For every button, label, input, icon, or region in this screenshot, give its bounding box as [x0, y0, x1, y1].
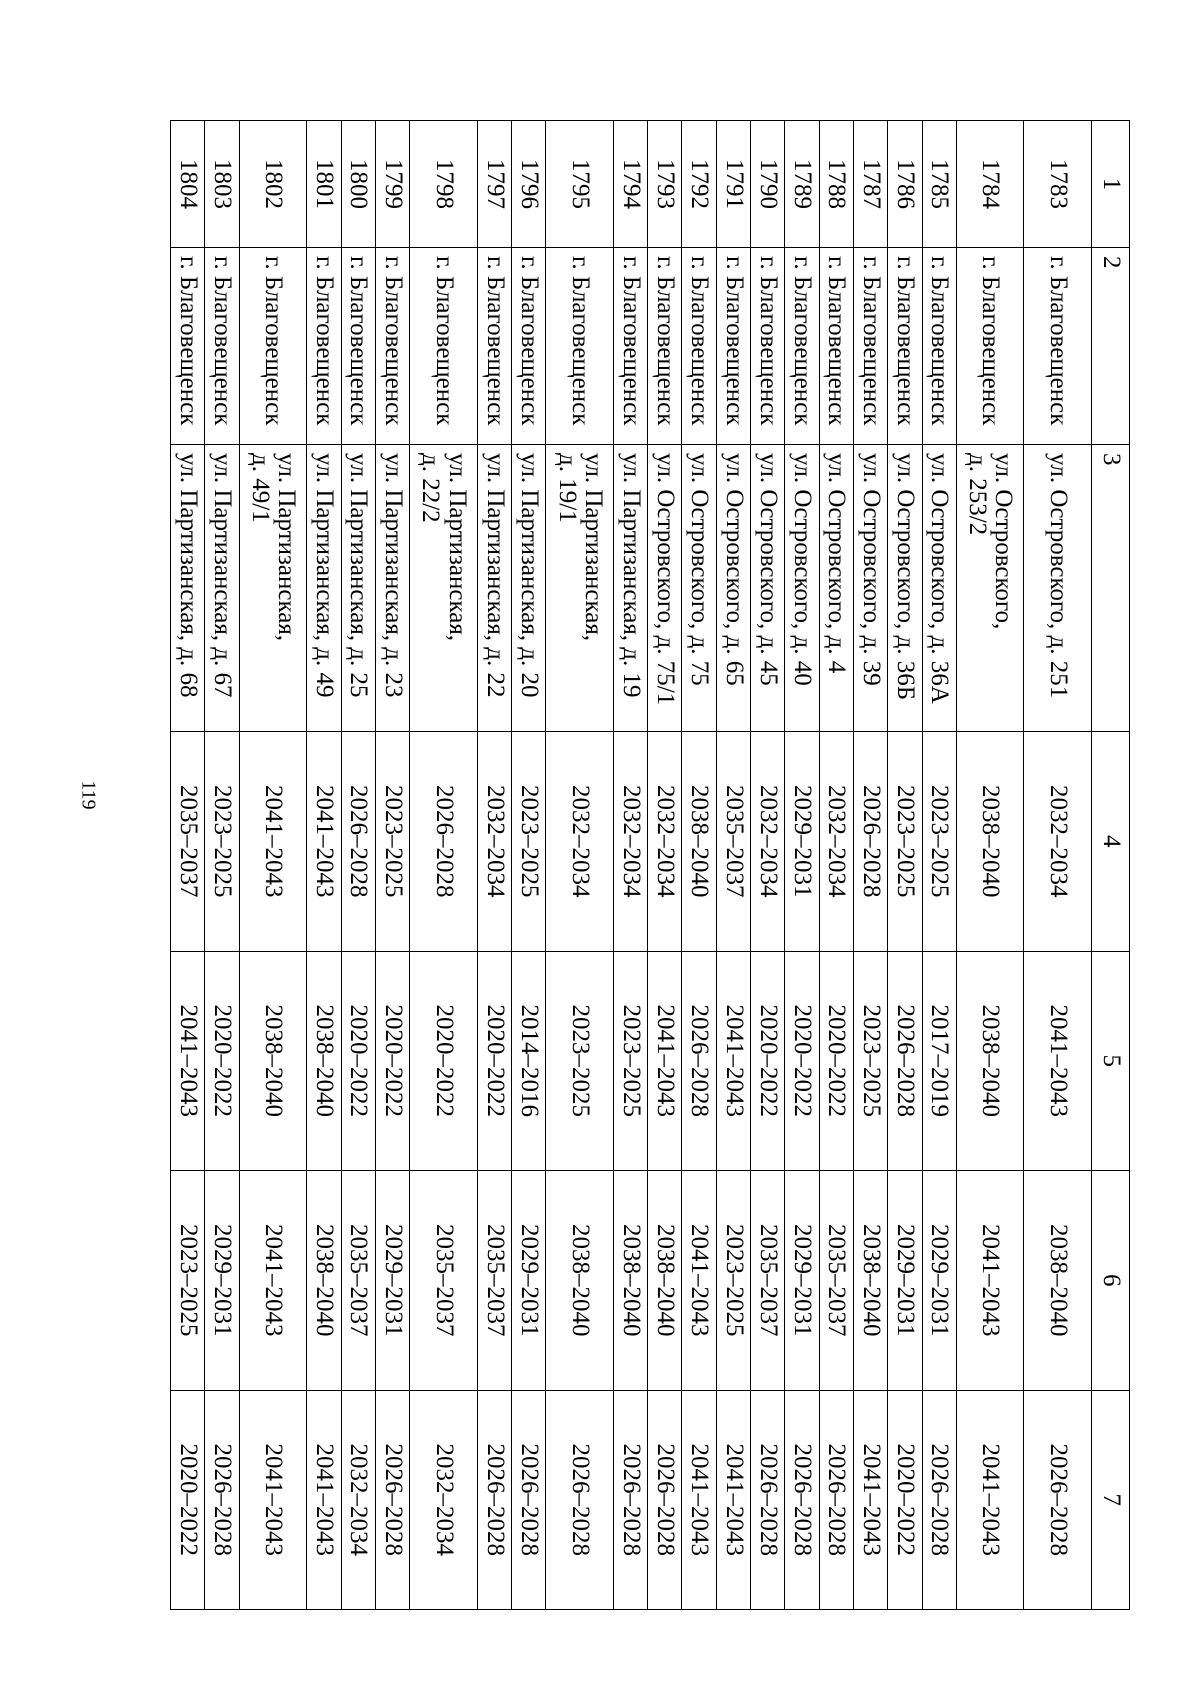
- table-row: [716, 121, 750, 1610]
- address-cell: ул. Островского, д. 75: [682, 445, 716, 732]
- period-cell: 2020–2022: [819, 951, 853, 1171]
- table-row: [1024, 121, 1092, 1610]
- row-number: 1802: [239, 121, 307, 248]
- row-number: 1797: [477, 121, 511, 248]
- row-number: 1798: [410, 121, 478, 248]
- period-cell: 2041–2043: [239, 1390, 307, 1610]
- address-cell: ул. Партизанская, д. 22/2: [410, 445, 478, 732]
- table-row: [375, 121, 409, 1610]
- period-cell: 2032–2034: [341, 1390, 375, 1610]
- period-cell: 2041–2043: [956, 1171, 1024, 1391]
- column-header: 5: [1092, 951, 1130, 1171]
- period-cell: 2032–2034: [410, 1390, 478, 1610]
- period-cell: 2029–2031: [888, 1171, 922, 1391]
- row-number: 1785: [922, 121, 956, 248]
- period-cell: 2041–2043: [307, 732, 341, 952]
- period-cell: 2038–2040: [648, 1171, 682, 1391]
- period-cell: 2038–2040: [853, 1171, 887, 1391]
- column-header: 6: [1092, 1171, 1130, 1391]
- city-cell: г. Благовещенск: [819, 248, 853, 445]
- row-number: 1796: [512, 121, 546, 248]
- rotated-table-container: [170, 120, 1130, 1610]
- period-cell: 2026–2028: [546, 1390, 614, 1610]
- table-row: [853, 121, 887, 1610]
- period-cell: 2035–2037: [341, 1171, 375, 1391]
- period-cell: 2029–2031: [785, 732, 819, 952]
- period-cell: 2023–2025: [922, 732, 956, 952]
- table-row: [205, 121, 239, 1610]
- period-cell: 2020–2022: [410, 951, 478, 1171]
- table-row: [341, 121, 375, 1610]
- period-cell: 2023–2025: [613, 951, 647, 1171]
- table-row: [648, 121, 682, 1610]
- period-cell: 2020–2022: [785, 951, 819, 1171]
- period-cell: 2029–2031: [512, 1171, 546, 1391]
- period-cell: 2023–2025: [853, 951, 887, 1171]
- city-cell: г. Благовещенск: [375, 248, 409, 445]
- row-number: 1803: [205, 121, 239, 248]
- period-cell: 2035–2037: [716, 732, 750, 952]
- table-row: [546, 121, 614, 1610]
- period-cell: 2020–2022: [751, 951, 785, 1171]
- period-cell: 2038–2040: [307, 951, 341, 1171]
- city-cell: г. Благовещенск: [751, 248, 785, 445]
- row-number: 1801: [307, 121, 341, 248]
- column-header: 4: [1092, 732, 1130, 952]
- table-row: [239, 121, 307, 1610]
- period-cell: 2041–2043: [239, 732, 307, 952]
- row-number: 1791: [716, 121, 750, 248]
- period-cell: 2020–2022: [888, 1390, 922, 1610]
- address-cell: ул. Партизанская, д. 23: [375, 445, 409, 732]
- address-cell: ул. Островского, д. 39: [853, 445, 887, 732]
- city-cell: г. Благовещенск: [922, 248, 956, 445]
- period-cell: 2023–2025: [171, 1171, 205, 1391]
- address-cell: ул. Партизанская, д. 49/1: [239, 445, 307, 732]
- period-cell: 2038–2040: [546, 1171, 614, 1391]
- table-row: [785, 121, 819, 1610]
- period-cell: 2014–2016: [512, 951, 546, 1171]
- city-cell: г. Благовещенск: [716, 248, 750, 445]
- page-number: 119: [77, 780, 100, 810]
- address-cell: ул. Партизанская, д. 19: [613, 445, 647, 732]
- row-number: 1787: [853, 121, 887, 248]
- address-cell: ул. Партизанская, д. 20: [512, 445, 546, 732]
- address-cell: ул. Партизанская, д. 67: [205, 445, 239, 732]
- period-cell: 2035–2037: [751, 1171, 785, 1391]
- row-number: 1784: [956, 121, 1024, 248]
- city-cell: г. Благовещенск: [307, 248, 341, 445]
- period-cell: 2041–2043: [716, 951, 750, 1171]
- period-cell: 2026–2028: [375, 1390, 409, 1610]
- table-row: [410, 121, 478, 1610]
- period-cell: 2020–2022: [341, 951, 375, 1171]
- address-cell: ул. Островского, д. 251: [1024, 445, 1092, 732]
- row-number: 1800: [341, 121, 375, 248]
- row-number: 1788: [819, 121, 853, 248]
- address-cell: ул. Островского, д. 4: [819, 445, 853, 732]
- period-cell: 2041–2043: [239, 1171, 307, 1391]
- period-cell: 2023–2025: [375, 732, 409, 952]
- address-cell: ул. Островского, д. 75/1: [648, 445, 682, 732]
- row-number: 1790: [751, 121, 785, 248]
- address-cell: ул. Партизанская, д. 19/1: [546, 445, 614, 732]
- period-cell: 2032–2034: [613, 732, 647, 952]
- period-cell: 2026–2028: [648, 1390, 682, 1610]
- city-cell: г. Благовещенск: [682, 248, 716, 445]
- column-header: 1: [1092, 121, 1130, 248]
- table-row: [512, 121, 546, 1610]
- column-header: 3: [1092, 445, 1130, 732]
- table-row: [613, 121, 647, 1610]
- period-cell: 2035–2037: [410, 1171, 478, 1391]
- table-row: [922, 121, 956, 1610]
- city-cell: г. Благовещенск: [477, 248, 511, 445]
- period-cell: 2026–2028: [477, 1390, 511, 1610]
- address-cell: ул. Островского, д. 253/2: [956, 445, 1024, 732]
- period-cell: 2026–2028: [341, 732, 375, 952]
- period-cell: 2026–2028: [1024, 1390, 1092, 1610]
- period-cell: 2026–2028: [410, 732, 478, 952]
- period-cell: 2023–2025: [888, 732, 922, 952]
- address-cell: ул. Островского, д. 36А: [922, 445, 956, 732]
- city-cell: г. Благовещенск: [785, 248, 819, 445]
- period-cell: 2026–2028: [205, 1390, 239, 1610]
- period-cell: 2029–2031: [785, 1171, 819, 1391]
- address-cell: ул. Островского, д. 65: [716, 445, 750, 732]
- period-cell: 2041–2043: [853, 1390, 887, 1610]
- period-cell: 2041–2043: [956, 1390, 1024, 1610]
- address-cell: ул. Островского, д. 40: [785, 445, 819, 732]
- row-number: 1783: [1024, 121, 1092, 248]
- period-cell: 2026–2028: [819, 1390, 853, 1610]
- city-cell: г. Благовещенск: [341, 248, 375, 445]
- period-cell: 2032–2034: [819, 732, 853, 952]
- period-cell: 2023–2025: [205, 732, 239, 952]
- period-cell: 2026–2028: [922, 1390, 956, 1610]
- city-cell: г. Благовещенск: [853, 248, 887, 445]
- schedule-table: [170, 120, 1130, 1610]
- address-cell: ул. Партизанская, д. 49: [307, 445, 341, 732]
- address-cell: ул. Островского, д. 45: [751, 445, 785, 732]
- city-cell: г. Благовещенск: [613, 248, 647, 445]
- period-cell: 2026–2028: [785, 1390, 819, 1610]
- period-cell: 2026–2028: [613, 1390, 647, 1610]
- period-cell: 2023–2025: [716, 1171, 750, 1391]
- row-number: 1792: [682, 121, 716, 248]
- city-cell: г. Благовещенск: [171, 248, 205, 445]
- row-number: 1786: [888, 121, 922, 248]
- period-cell: 2041–2043: [716, 1390, 750, 1610]
- period-cell: 2026–2028: [751, 1390, 785, 1610]
- period-cell: 2020–2022: [205, 951, 239, 1171]
- period-cell: 2041–2043: [1024, 951, 1092, 1171]
- period-cell: 2020–2022: [477, 951, 511, 1171]
- table-row: [819, 121, 853, 1610]
- period-cell: 2038–2040: [613, 1171, 647, 1391]
- period-cell: 2041–2043: [171, 951, 205, 1171]
- header-row: [1092, 121, 1130, 1610]
- address-cell: ул. Партизанская, д. 22: [477, 445, 511, 732]
- city-cell: г. Благовещенск: [888, 248, 922, 445]
- table-row: [477, 121, 511, 1610]
- city-cell: г. Благовещенск: [239, 248, 307, 445]
- period-cell: 2041–2043: [682, 1390, 716, 1610]
- period-cell: 2041–2043: [648, 951, 682, 1171]
- period-cell: 2029–2031: [205, 1171, 239, 1391]
- city-cell: г. Благовещенск: [1024, 248, 1092, 445]
- row-number: 1804: [171, 121, 205, 248]
- period-cell: 2032–2034: [751, 732, 785, 952]
- table-row: [171, 121, 205, 1610]
- period-cell: 2038–2040: [682, 732, 716, 952]
- period-cell: 2038–2040: [1024, 1171, 1092, 1391]
- period-cell: 2041–2043: [307, 1390, 341, 1610]
- city-cell: г. Благовещенск: [205, 248, 239, 445]
- column-header: 7: [1092, 1390, 1130, 1610]
- row-number: 1795: [546, 121, 614, 248]
- row-number: 1789: [785, 121, 819, 248]
- period-cell: 2032–2034: [546, 732, 614, 952]
- period-cell: 2035–2037: [171, 732, 205, 952]
- table-row: [956, 121, 1024, 1610]
- period-cell: 2035–2037: [819, 1171, 853, 1391]
- address-cell: ул. Партизанская, д. 25: [341, 445, 375, 732]
- period-cell: 2038–2040: [956, 732, 1024, 952]
- period-cell: 2020–2022: [171, 1390, 205, 1610]
- address-cell: ул. Островского, д. 36Б: [888, 445, 922, 732]
- period-cell: 2020–2022: [375, 951, 409, 1171]
- period-cell: 2023–2025: [512, 732, 546, 952]
- period-cell: 2029–2031: [922, 1171, 956, 1391]
- period-cell: 2038–2040: [307, 1171, 341, 1391]
- period-cell: 2032–2034: [1024, 732, 1092, 952]
- period-cell: 2032–2034: [648, 732, 682, 952]
- table-row: [751, 121, 785, 1610]
- city-cell: г. Благовещенск: [546, 248, 614, 445]
- row-number: 1794: [613, 121, 647, 248]
- city-cell: г. Благовещенск: [410, 248, 478, 445]
- period-cell: 2026–2028: [853, 732, 887, 952]
- period-cell: 2026–2028: [512, 1390, 546, 1610]
- period-cell: 2038–2040: [956, 951, 1024, 1171]
- period-cell: 2023–2025: [546, 951, 614, 1171]
- period-cell: 2026–2028: [888, 951, 922, 1171]
- table-row: [307, 121, 341, 1610]
- period-cell: 2035–2037: [477, 1171, 511, 1391]
- period-cell: 2017–2019: [922, 951, 956, 1171]
- city-cell: г. Благовещенск: [512, 248, 546, 445]
- row-number: 1793: [648, 121, 682, 248]
- table-row: [682, 121, 716, 1610]
- city-cell: г. Благовещенск: [956, 248, 1024, 445]
- period-cell: 2029–2031: [375, 1171, 409, 1391]
- period-cell: 2041–2043: [682, 1171, 716, 1391]
- row-number: 1799: [375, 121, 409, 248]
- period-cell: 2026–2028: [682, 951, 716, 1171]
- column-header: 2: [1092, 248, 1130, 445]
- period-cell: 2038–2040: [239, 951, 307, 1171]
- address-cell: ул. Партизанская, д. 68: [171, 445, 205, 732]
- city-cell: г. Благовещенск: [648, 248, 682, 445]
- table-row: [888, 121, 922, 1610]
- period-cell: 2032–2034: [477, 732, 511, 952]
